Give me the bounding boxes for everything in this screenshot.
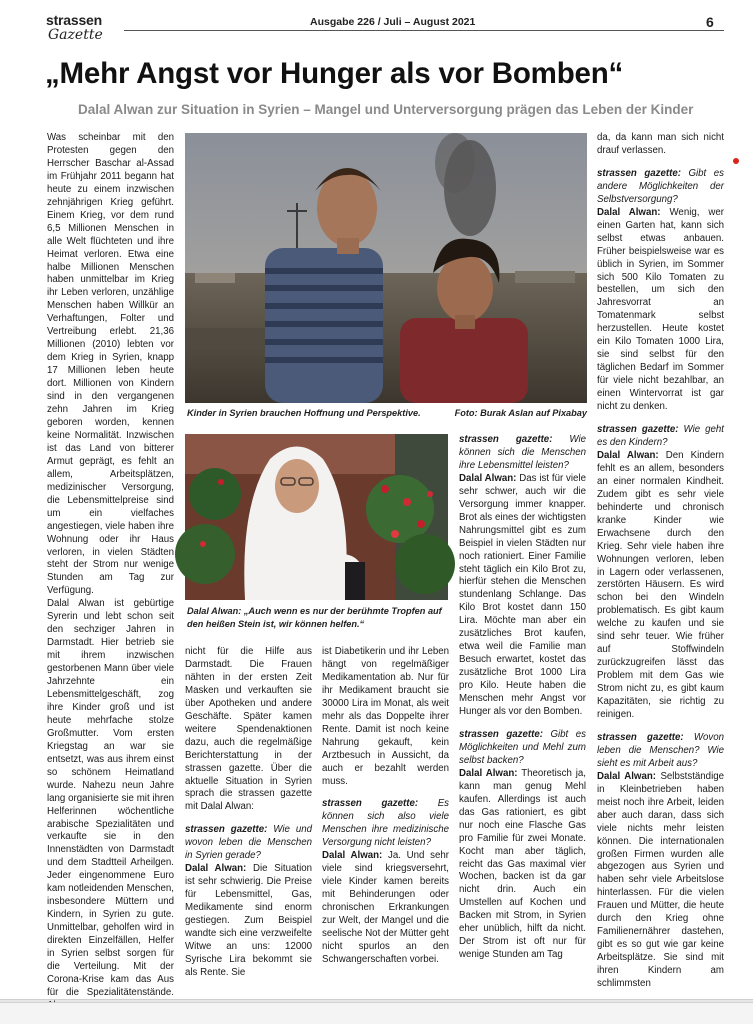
article-paragraph: Dalal Alwan ist gebürtige Syrerin und lebt schon seit den sechziger Jahren in Darmstadt. Hier betrieb sie mit ihrem inzwischen gestorbenen Mann über viele Jahrzehnte ein Lebensmittelgeschäft, zog ihre Kinder groß und ist heute mehrfache stolze Großmutter. Vom ersten Kriegstag an war sie entsetzt, was aus ihrem einst so schönem Heimatland wurde. Nahezu neun Jahre lang organisierte sie mit ihren Helferinnen wöchentliche arabische Spezialitäten und verkaufte sie in den Innenstädten von Darmstadt und dem Stadtteil Arheilgen. Jeder eingenommene Euro kam notleidenden Menschen, insbesondere Müttern und Kindern, in Syrien zu gute. Unmittelbar, geholfen wird in direkten Einzelfällen, Helfer in Syrien selbst sorgen für die Verteilung. Mit der Corona-Krise kam das Aus für die Spezialitätenstände.	[47, 598, 174, 998]
interview-answer	[322, 850, 449, 967]
children-photo	[185, 133, 587, 403]
article-paragraph: da, da kann man sich nicht drauf verlassen.	[597, 132, 724, 156]
question-text: Gibt es Möglichkeiten und Mehl zum selbst backen?	[459, 728, 586, 766]
children-photo-caption	[187, 408, 587, 418]
question-label: strassen gazette:	[459, 434, 553, 445]
interview-answer	[459, 473, 586, 719]
answer-label: Dalal Alwan:	[597, 770, 656, 782]
article-paragraph: ist Diabetikerin und ihr Leben hängt von regelmäßiger Medikamentation ab. Nur für ihr Medikament braucht sie 30000 Lira im Monat, als weit mehr als das Doppelte ihrer Rente. Damit ist noch keine Nahrung gekauft, kein Arztbesuch in Aussicht, da auch er bezahlt werden muss.	[322, 646, 449, 787]
article-column-1	[47, 132, 174, 998]
answer-text: Theoretisch ja, kann man genug Mehl kaufen. Allerdings ist auch das Gas rationiert, es gibt nur noch eine Flasche Gas pro Familie für zwei Monate. Kocht man aber täglich, reicht das Gas maximal vier Wochen, backen ist da gar nicht drin. Auch ein Umstellen auf Kochen und Backen mit Strom, in Syrien eher unüblich, hilft da nicht. Der Strom ist oft nur für wenige Stunden am Tag	[459, 767, 586, 961]
question-text: Wie geht es den Kindern?	[597, 424, 724, 448]
interview-question	[597, 732, 724, 771]
article-subhead: Dalal Alwan zur Situation in Syrien – Mangel und Unterversorgung prägen das Leben der Kinder	[78, 102, 694, 117]
red-dot-marker	[733, 158, 739, 164]
interview-question	[597, 168, 724, 207]
interview-question	[185, 824, 312, 863]
answer-label: Dalal Alwan:	[597, 206, 661, 218]
answer-label: Dalal Alwan:	[459, 472, 517, 484]
answer-text: Das ist für viele sehr schwer, auch wir die Versorgung immer knapper. Brot als eines der wichtigsten Nahrungsmittel gibt es zum Beispiel in vielen Städten nur noch rationiert. Einer Familie steht täglich ein Kilo Brot zu, hierfür stehen die Menschen stundenlang Schlange. Das Kilo Brot kostet dann 150 Lira. Möchte man aber ein zusätzliches Brot kaufen, etwa weil die Familie man Besuch erwartet, kostet das zusätzliche Brot 1000 Lira pro Kilo. Heute haben die Menschen mehr Angst vor Hunger als vor den Bomben.	[459, 472, 586, 718]
answer-label: Dalal Alwan:	[597, 449, 659, 461]
question-label: strassen gazette:	[597, 424, 679, 436]
answer-label: Dalal Alwan:	[322, 850, 383, 862]
question-label: strassen gazette:	[322, 798, 419, 810]
interview-question	[597, 424, 724, 450]
interview-answer	[185, 863, 312, 980]
article-column-3	[322, 646, 449, 965]
issue-label: Ausgabe 226 / Juli – August 2021	[310, 16, 476, 28]
question-text: Gibt es andere Möglichkeiten der Selbstversorgung?	[597, 167, 724, 205]
interview-question	[322, 798, 449, 850]
dalal-alwan-photo-image	[185, 434, 448, 600]
article-headline: „Mehr Angst vor Hunger als vor Bomben“	[45, 57, 624, 90]
question-label: strassen gazette:	[597, 167, 681, 179]
article-column-5	[597, 132, 725, 990]
answer-text: Ja. Und sehr viele sind kriegsversehrt, viele Kinder kamen bereits mit Behinderungen oder chronischen Erkrankungen zur Welt, der Mangel und die seelische Not der Mütter geht nicht spurlos an den Schwangerschaften vorbei.	[322, 850, 449, 965]
answer-text: Wenig, wer einen Garten hat, kann sich selbst etwas anbauen. Früher beispielsweise war es üblich in Syrien, im Sommer sich 500 Kilo Tomaten zu bestellen, um sich den Jahresvorrat an Tomatenmark selbst herzustellen. Heute kostet ein Kilo Tomaten 1000 Lira, sie sind selbst für den täglichen Bedarf im Sommer für viele nicht bezahlbar, an einen Wintervorrat ist gar nicht zu denken.	[597, 206, 725, 413]
interview-answer	[459, 768, 586, 962]
strassen-gazette-logo	[46, 13, 126, 49]
interview-answer	[597, 771, 724, 991]
article-paragraph: nicht für die Hilfe aus Darmstadt. Die Frauen nähten in der ersten Zeit Masken und verkauften sie über Apotheken und andere Geschäfte. Später kamen weitere Spendenaktionen dazu, auch die regelmäßige Berichterstattung in der strassen gazette. Über die aktuelle Situation in Syrien sprach die strassen gazette mit Dalal Alwan:	[185, 646, 312, 813]
dalal-alwan-photo-caption: Dalal Alwan: „Auch wenn es nur der berühmte Tropfen auf den heißen Stein ist, wir können helfen.“	[187, 606, 442, 629]
article-column-2	[185, 646, 312, 978]
interview-question	[459, 434, 586, 473]
answer-label: Dalal Alwan:	[459, 767, 518, 779]
logo-line-strassen: strassen	[46, 12, 102, 28]
article-paragraph: Was scheinbar mit den Protesten gegen den Herrscher Baschar al-Assad im Frühjahr 2011 begann hat heute zu einem inzwischen zehnjährigen Krieg geführt. Einem Krieg, vor dem rund 6,5 Millionen Menschen in alle Welt flüchteten und ihre Heimat verloren. Etwa eine halbe Millionen Menschen haben unmittelbar im Krieg ihr Leben verloren, unzählige Menschen haben Willkür an Verhaftungen, Folter und Vertreibung erlebt. 21,36 Millionen (2010) lebten vor dem Krieg in Syrien, knapp 17 Millionen leben heute dort. Millionen von Kindern sind in den vergangenen zehn Jahren im Krieg geboren worden, kennen keine Normalität. Inzwischen ist das Land von bitterer Armut geprägt, es fehlt an allem, Arbeitsplätzen, medizinischer Versorgung, die Lebensmittelpreise sind um ein vielfaches angestiegen, viele haben ihre Wohnung oder ihr Haus verloren, in vielen Städten steht der Strom nur wenige Stunden am Tag zur Verfügung.	[47, 132, 174, 597]
question-text: Wie und wovon leben die Menschen in Syrien gerade?	[185, 824, 312, 862]
question-label: strassen gazette:	[185, 824, 268, 836]
answer-text: Den Kindern fehlt es an allem, besonders an einer normalen Kindheit. Zudem gibt es sehr viele behinderte und chronisch kranke Kinder wie Erwachsene durch den Krieg. Sehr viele haben ihre Wohnungen verloren, leben in Lagern oder verlassenen, zerstörten Häusern. Es wird schon bei den Windeln problematisch. Es gibt kaum welche zu kaufen und sie sind sehr teuer. Wie früher auf Stoffwindeln zurückzugreifen lässt das Problem mit dem Gas wie Strom nicht zu, es gibt kaum Kapazitäten, sie richtig zu reinigen.	[597, 449, 725, 720]
interview-answer	[597, 207, 724, 414]
children-photo-image	[185, 133, 587, 403]
logo-line-gazette: Gazette	[48, 27, 103, 43]
answer-text: Selbstständige in Kleinbetrieben haben meist noch ihre Arbeit, leiden aber auch daran, dass sich viele nichts mehr leisten können. Die internationalen großen Firmen wurden alle abgezogen aus Syrien und haben sehr viele Arbeitslose hinterlassen. Für die vielen Frauen und Mütter, die heute durch den Krieg ohne Familienernährer dastehen, gibt es so gut wie gar keine Arbeitsplätze. Sie sind mit ihren Kindern am schlimmsten	[597, 770, 724, 990]
interview-question	[459, 729, 586, 768]
header-rule	[124, 30, 724, 31]
photo-credit: Foto: Burak Aslan auf Pixabay	[454, 408, 587, 418]
question-text: Es können sich also viele Menschen ihre medizinische Versorgung nicht leisten?	[322, 798, 449, 849]
interview-answer	[597, 450, 724, 722]
caption-text: Kinder in Syrien brauchen Hoffnung und Perspektive.	[187, 408, 421, 418]
question-label: strassen gazette:	[459, 728, 543, 740]
question-text: Wovon leben die Menschen? Wie sieht es mit Arbeit aus?	[597, 731, 724, 769]
answer-text: Die Situation ist sehr schwierig. Die Preise für Lebensmittel, Gas, Medikamente sind enorm gestiegen. Zum Beispiel wandte sich eine verzweifelte Witwe an uns: 12000 Syrische Lira bekommt sie als Rente. Sie	[185, 863, 312, 978]
article-column-4	[459, 434, 586, 962]
answer-label: Dalal Alwan:	[185, 863, 247, 875]
next-page-edge[interactable]	[0, 1002, 753, 1024]
question-text: Wie können sich die Menschen ihre Lebensmittel leisten?	[459, 434, 586, 471]
page-number: 6	[706, 14, 714, 30]
dalal-alwan-photo	[185, 434, 448, 600]
question-label: strassen gazette:	[597, 731, 684, 743]
